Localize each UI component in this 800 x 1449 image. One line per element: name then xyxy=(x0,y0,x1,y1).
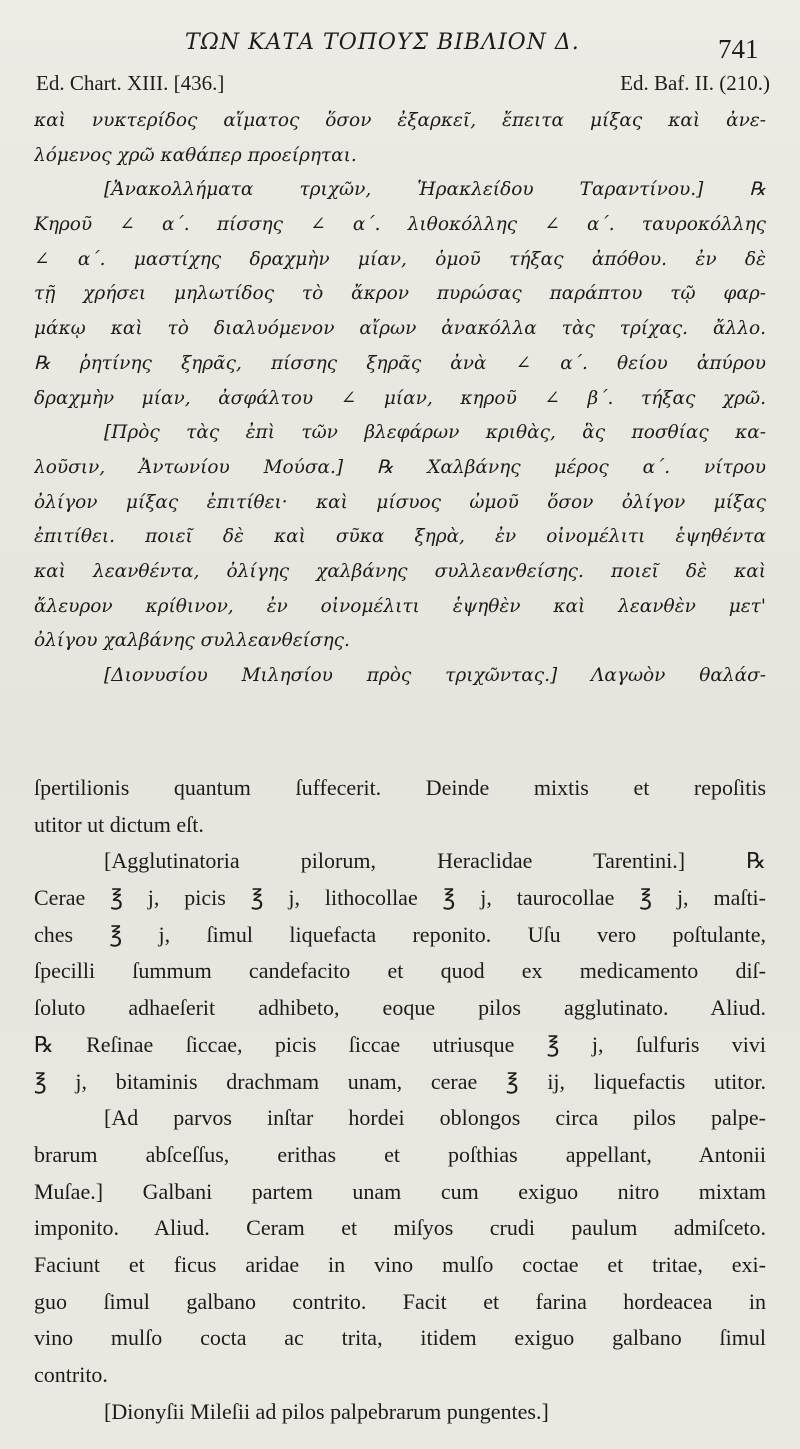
greek-line: δραχμὴν μίαν, ἀσφάλτου ∠ μίαν, κηροῦ ∠ β΄. τήξας χρῶ. xyxy=(34,387,766,409)
latin-line: [Agglutinatoria pilorum, Heraclidae Tarentini.] ℞ xyxy=(104,848,766,874)
edition-basel: Ed. Baf. II. (210.) xyxy=(620,71,770,95)
page-number: 741 xyxy=(718,34,759,64)
latin-line: imponito. Aliud. Ceram et miſyos crudi paulum admiſceto. xyxy=(34,1215,766,1241)
greek-line: Κηροῦ ∠ α΄. πίσσης ∠ α΄. λιθοκόλλης ∠ α΄. ταυροκόλλης xyxy=(34,214,766,236)
greek-line: μάκῳ καὶ τὸ διαλυόμενον αἴρων ἀνακόλλα τὰς τρίχας. ἄλλο. xyxy=(34,318,766,340)
greek-line: ὀλίγον μίξας ἐπιτίθει· καὶ μίσυος ὠμοῦ ὅσον ὀλίγον μίξας xyxy=(34,491,766,513)
latin-line: Faciunt et ficus aridae in vino mulſo coctae et tritae, exi- xyxy=(34,1251,766,1277)
latin-line: Cerae ℥ j, picis ℥ j, lithocollae ℥ j, taurocollae ℥ j, maſti- xyxy=(34,885,766,911)
latin-line: [Dionyſii Mileſii ad pilos palpebrarum pungentes.] xyxy=(104,1398,549,1424)
latin-line: utitor ut dictum eſt. xyxy=(34,811,204,837)
greek-line: λοῦσιν, Ἀντωνίου Μούσα.] ℞ Χαλβάνης μέρος α΄. νίτρου xyxy=(34,456,766,478)
greek-line: [Ἀνακολλήματα τριχῶν, Ἡρακλείδου Ταραντίνου.] ℞ xyxy=(104,179,766,201)
latin-line: guo ſimul galbano contrito. Facit et farina hordeacea in xyxy=(34,1288,766,1314)
latin-text xyxy=(34,770,766,1430)
greek-line: [Πρὸς τὰς ἐπὶ τῶν βλεφάρων κριθὰς, ἃς ποσθίας κα- xyxy=(104,422,766,444)
greek-line: τῇ χρήσει μηλωτίδος τὸ ἄκρον πυρώσας παράπτου τῷ φαρ- xyxy=(34,283,766,305)
greek-line: λόμενος χρῶ καθάπερ προείρηται. xyxy=(34,144,357,166)
latin-line: ℥ j, bitaminis drachmam unam, cerae ℥ ij, liquefactis utitor. xyxy=(34,1068,766,1094)
greek-line: καὶ νυκτερίδος αἵματος ὅσον ἐξαρκεῖ, ἔπειτα μίξας καὶ ἀνε- xyxy=(34,110,766,131)
running-title: ΤΩΝ ΚΑΤΑ ΤΟΠΟΥΣ ΒΙΒΛΙΟΝ Δ. xyxy=(185,30,580,55)
latin-line: [Ad parvos inſtar hordei oblongos circa pilos palpe- xyxy=(104,1105,766,1131)
edition-line xyxy=(36,71,770,101)
greek-line: ∠ α΄. μαστίχης δραχμὴν μίαν, ὁμοῦ τήξας ἀπόθου. ἐν δὲ xyxy=(34,248,766,270)
greek-line: [Διονυσίου Μιλησίου πρὸς τριχῶντας.] Λαγωὸν θαλάσ- xyxy=(104,665,766,686)
latin-line: brarum abſceſſus, erithas et poſthias appellant, Antonii xyxy=(34,1141,766,1167)
running-head xyxy=(0,26,800,66)
edition-chartier: Ed. Chart. XIII. [436.] xyxy=(36,71,225,95)
latin-line: ſpecilli ſummum candefacito et quod ex medicamento diſ- xyxy=(34,958,766,984)
greek-line: ἐπιτίθει. ποιεῖ δὲ καὶ σῦκα ξηρὰ, ἐν οἰνομέλιτι ἑψηθέντα xyxy=(34,526,766,548)
latin-line: contrito. xyxy=(34,1362,108,1387)
greek-line: καὶ λεανθέντα, ὀλίγης χαλβάνης συλλεανθείσης. ποιεῖ δὲ καὶ xyxy=(34,560,766,582)
latin-line: vino mulſo cocta ac trita, itidem exiguo galbano ſimul xyxy=(34,1325,766,1351)
latin-line: ches ℥ j, ſimul liquefacta reponito. Uſu vero poſtulante, xyxy=(34,921,766,947)
greek-line: ἄλευρον κρίθινον, ἐν οἰνομέλιτι ἑψηθὲν καὶ λεανθὲν μετ' xyxy=(34,595,766,617)
latin-line: Muſae.] Galbani partem unam cum exiguo nitro mixtam xyxy=(34,1178,766,1204)
greek-line: ℞ ῥητίνης ξηρᾶς, πίσσης ξηρᾶς ἀνὰ ∠ α΄. θείου ἀπύρου xyxy=(34,352,766,374)
latin-line: ℞ Reſinae ſiccae, picis ſiccae utriusque ℥ j, ſulfuris vivi xyxy=(34,1031,766,1057)
greek-text xyxy=(34,104,766,694)
greek-line: ὀλίγου χαλβάνης συλλεανθείσης. xyxy=(34,630,350,652)
latin-line: ſpertilionis quantum ſuffecerit. Deinde mixtis et repoſitis xyxy=(34,775,766,800)
latin-line: ſoluto adhaeſerit adhibeto, eoque pilos agglutinato. Aliud. xyxy=(34,995,766,1021)
